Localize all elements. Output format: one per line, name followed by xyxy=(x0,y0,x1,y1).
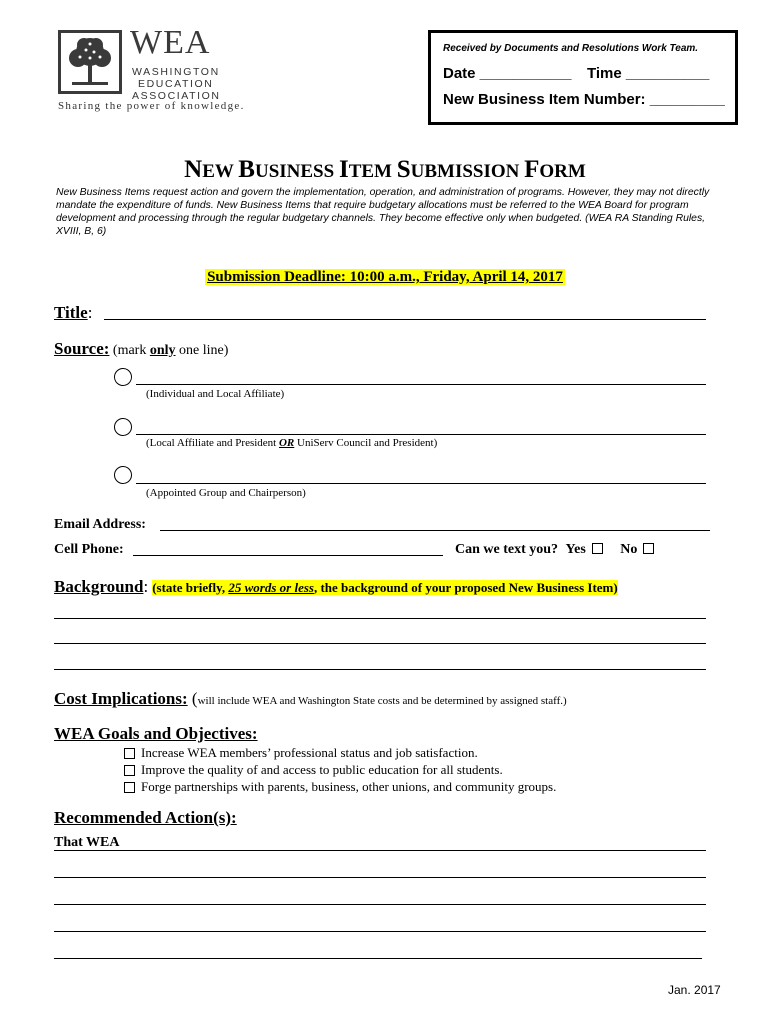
goals-list xyxy=(124,744,556,795)
goal-2-checkbox[interactable] xyxy=(124,765,135,776)
cost-label: Cost Implications: (will include WEA and Washington State costs and be determined by assigned staff.) xyxy=(54,689,567,708)
logo-tagline: Sharing the power of knowledge. xyxy=(58,100,245,112)
received-heading: Received by Documents and Resolutions Work Team. xyxy=(443,43,699,54)
title-input-line[interactable] xyxy=(104,319,706,320)
goal-3-checkbox[interactable] xyxy=(124,782,135,793)
recommended-line-1[interactable] xyxy=(54,850,706,851)
footer-date: Jan. 2017 xyxy=(668,983,721,997)
source-option-3-line[interactable] xyxy=(136,483,706,484)
goals-label: WEA Goals and Objectives: xyxy=(54,724,258,743)
goal-item-3: Forge partnerships with parents, business, other unions, and community groups. xyxy=(124,778,556,795)
source-option-1-caption: (Individual and Local Affiliate) xyxy=(146,388,285,400)
title-field-label: Title: xyxy=(54,303,93,322)
phone-input-line[interactable] xyxy=(133,555,443,556)
goal-item-1: Increase WEA members’ professional status and job satisfaction. xyxy=(124,744,556,761)
text-question: Can we text you? Yes No xyxy=(455,542,660,558)
background-line-3[interactable] xyxy=(54,669,706,670)
source-option-3-radio[interactable] xyxy=(114,466,132,484)
source-option-2-caption: (Local Affiliate and President OR UniServ Council and President) xyxy=(146,437,438,449)
email-input-line[interactable] xyxy=(160,530,710,531)
source-option-2-radio[interactable] xyxy=(114,418,132,436)
source-option-2-line[interactable] xyxy=(136,434,706,435)
phone-label: Cell Phone: xyxy=(54,542,124,557)
deadline-text: Submission Deadline: 10:00 a.m., Friday, April 14, 2017 xyxy=(207,269,563,285)
source-option-1-line[interactable] xyxy=(136,384,706,385)
tree-icon xyxy=(58,30,122,94)
deadline-banner xyxy=(0,268,770,286)
text-no-checkbox[interactable] xyxy=(643,543,654,554)
received-item-number[interactable]: New Business Item Number: _________ xyxy=(443,91,725,108)
goal-1-checkbox[interactable] xyxy=(124,748,135,759)
email-label: Email Address: xyxy=(54,517,146,532)
recommended-line-3[interactable] xyxy=(54,904,706,905)
text-yes-checkbox[interactable] xyxy=(592,543,603,554)
source-label: Source: (mark only one line) xyxy=(54,339,229,358)
that-wea-text: That WEA xyxy=(54,835,120,850)
logo-line-2: EDUCATION xyxy=(138,78,214,90)
received-time[interactable]: Time __________ xyxy=(587,65,710,82)
intro-text: New Business Items request action and govern the implementation, operation, and administration of programs. However, they may not directly mandate the expenditure of funds. New Business Items that require budgetary allocations must be referred to the WEA Board for program development and processing through the regular budgetary channels. They become effective only when budgeted. (WEA RA Standing Rules, XVIII, B, 6) xyxy=(56,187,710,237)
logo-line-1: WASHINGTON xyxy=(132,66,220,78)
received-box xyxy=(428,30,738,125)
background-label: Background: (state briefly, 25 words or less, the background of your proposed New Business Item) xyxy=(54,577,618,596)
recommended-label: Recommended Action(s): xyxy=(54,808,237,827)
recommended-line-5[interactable] xyxy=(54,958,702,959)
background-line-2[interactable] xyxy=(54,643,706,644)
wea-logo xyxy=(58,24,245,112)
recommended-line-2[interactable] xyxy=(54,877,706,878)
source-option-3-caption: (Appointed Group and Chairperson) xyxy=(146,487,306,499)
background-line-1[interactable] xyxy=(54,618,706,619)
logo-name: WEA xyxy=(130,24,211,61)
source-option-1-radio[interactable] xyxy=(114,368,132,386)
goal-item-2: Improve the quality of and access to public education for all students. xyxy=(124,761,556,778)
page-title: NEW BUSINESS ITEM SUBMISSION FORM xyxy=(184,156,586,183)
received-date[interactable]: Date ___________ xyxy=(443,65,572,82)
logo-line-3: ASSOCIATION xyxy=(132,90,221,102)
recommended-line-4[interactable] xyxy=(54,931,706,932)
